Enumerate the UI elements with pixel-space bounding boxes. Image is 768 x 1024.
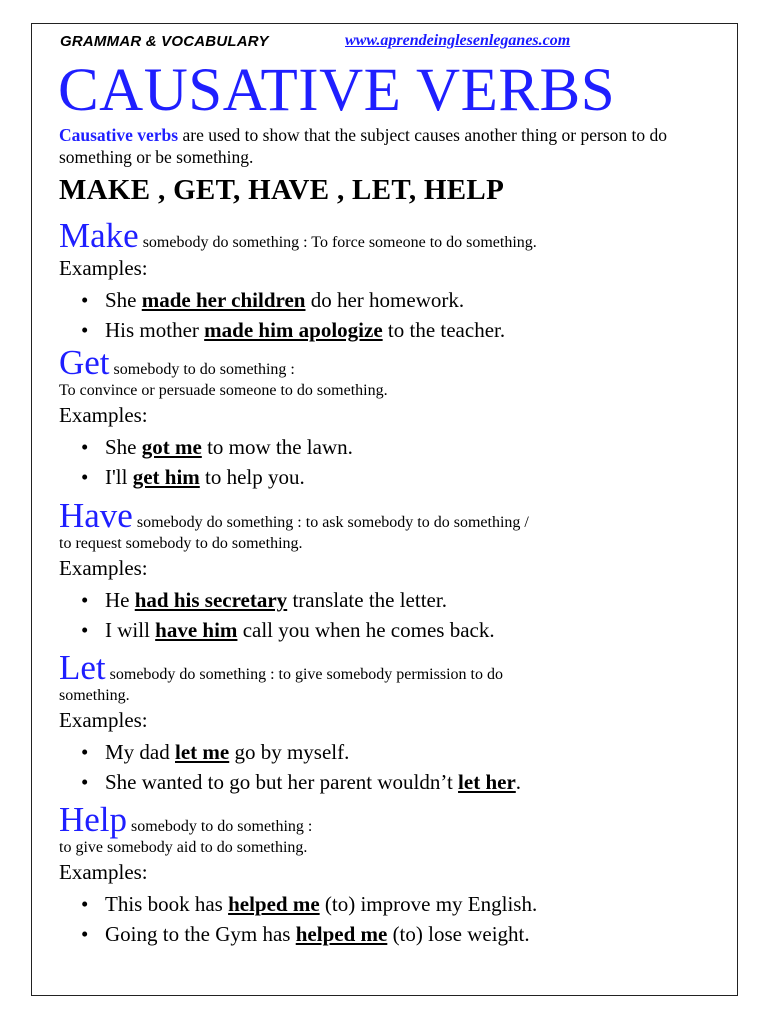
examples-list: [59, 432, 709, 492]
verb-title: Get: [59, 343, 110, 382]
example-highlight: have him: [155, 618, 238, 642]
verb-title: Have: [59, 496, 133, 535]
example-highlight: helped me: [295, 922, 388, 946]
example-text: My dad: [105, 740, 175, 764]
example-text: He: [105, 588, 135, 612]
examples-list: [59, 889, 709, 949]
examples-list: [59, 737, 709, 797]
example-item: [59, 462, 709, 492]
verb-definition: somebody to do something :: [109, 361, 295, 378]
verb-definition: somebody do something : to ask somebody to do something /: [132, 514, 529, 531]
verbs-list-heading: MAKE , GET, HAVE , LET, HELP: [59, 174, 505, 206]
examples-list: [59, 285, 709, 345]
examples-label: Examples:: [59, 556, 148, 580]
example-text: I will: [105, 618, 156, 642]
example-highlight: helped me: [228, 892, 320, 916]
example-text: translate the letter.: [287, 588, 447, 612]
example-text: .: [515, 770, 522, 794]
example-item: [59, 315, 709, 345]
example-text: (to) improve my English.: [319, 892, 538, 916]
example-item: [59, 919, 709, 949]
header-url-link[interactable]: www.aprendeinglesenleganes.com: [345, 32, 571, 49]
example-text: call you when he comes back.: [237, 618, 495, 642]
page-title: CAUSATIVE VERBS: [58, 57, 616, 124]
example-highlight: made him apologize: [204, 318, 383, 342]
verb-definition-continued: to give somebody aid to do something.: [59, 839, 308, 856]
example-text: to help you.: [199, 465, 305, 489]
section-heading: [59, 218, 709, 253]
verb-definition: somebody to do something :: [127, 818, 313, 835]
intro-paragraph: [59, 124, 699, 168]
section-make: [59, 218, 709, 345]
examples-list: [59, 585, 709, 645]
example-highlight: had his secretary: [134, 588, 288, 612]
section-let: [59, 650, 709, 797]
example-text: I'll: [105, 465, 133, 489]
example-text: His mother: [105, 318, 205, 342]
verb-definition-continued: To convince or persuade someone to do something.: [59, 382, 388, 399]
intro-term: Causative verbs: [59, 125, 179, 145]
example-item: [59, 285, 709, 315]
example-text: She wanted to go but her parent wouldn’t: [105, 770, 459, 794]
example-text: Going to the Gym has: [105, 922, 296, 946]
section-heading: [59, 345, 709, 380]
section-heading: [59, 650, 709, 685]
examples-label: Examples:: [59, 403, 148, 427]
example-text: to the teacher.: [382, 318, 506, 342]
example-item: [59, 585, 709, 615]
section-help: [59, 802, 709, 949]
example-text: She: [105, 288, 142, 312]
intro-text: are used to show that the subject causes another thing or person to do something or be something.: [59, 125, 667, 167]
examples-label: Examples:: [59, 860, 148, 884]
example-highlight: got me: [141, 435, 202, 459]
example-text: This book has: [105, 892, 229, 916]
examples-label: Examples:: [59, 256, 148, 280]
verb-definition-continued: something.: [59, 687, 130, 704]
example-item: [59, 767, 709, 797]
example-highlight: let her: [458, 770, 516, 794]
example-item: [59, 615, 709, 645]
example-item: [59, 889, 709, 919]
example-text: do her homework.: [305, 288, 465, 312]
examples-label: Examples:: [59, 708, 148, 732]
example-highlight: get him: [132, 465, 200, 489]
header-label: GRAMMAR & VOCABULARY: [60, 33, 269, 50]
example-text: go by myself.: [229, 740, 350, 764]
example-highlight: let me: [175, 740, 230, 764]
example-item: [59, 432, 709, 462]
verb-title: Help: [59, 800, 128, 839]
section-have: [59, 498, 709, 645]
example-text: She: [105, 435, 142, 459]
example-text: to mow the lawn.: [201, 435, 353, 459]
section-get: [59, 345, 709, 492]
section-heading: [59, 802, 709, 837]
verb-title: Let: [59, 648, 106, 687]
verb-definition: somebody do something : To force someone to do something.: [138, 234, 537, 251]
section-heading: [59, 498, 709, 533]
example-item: [59, 737, 709, 767]
verb-title: Make: [59, 216, 139, 255]
page-header: [60, 33, 700, 53]
verb-definition: somebody do something : to give somebody permission to do: [105, 666, 503, 683]
example-text: (to) lose weight.: [387, 922, 530, 946]
verb-definition-continued: to request somebody to do something.: [59, 535, 303, 552]
example-highlight: made her children: [141, 288, 306, 312]
